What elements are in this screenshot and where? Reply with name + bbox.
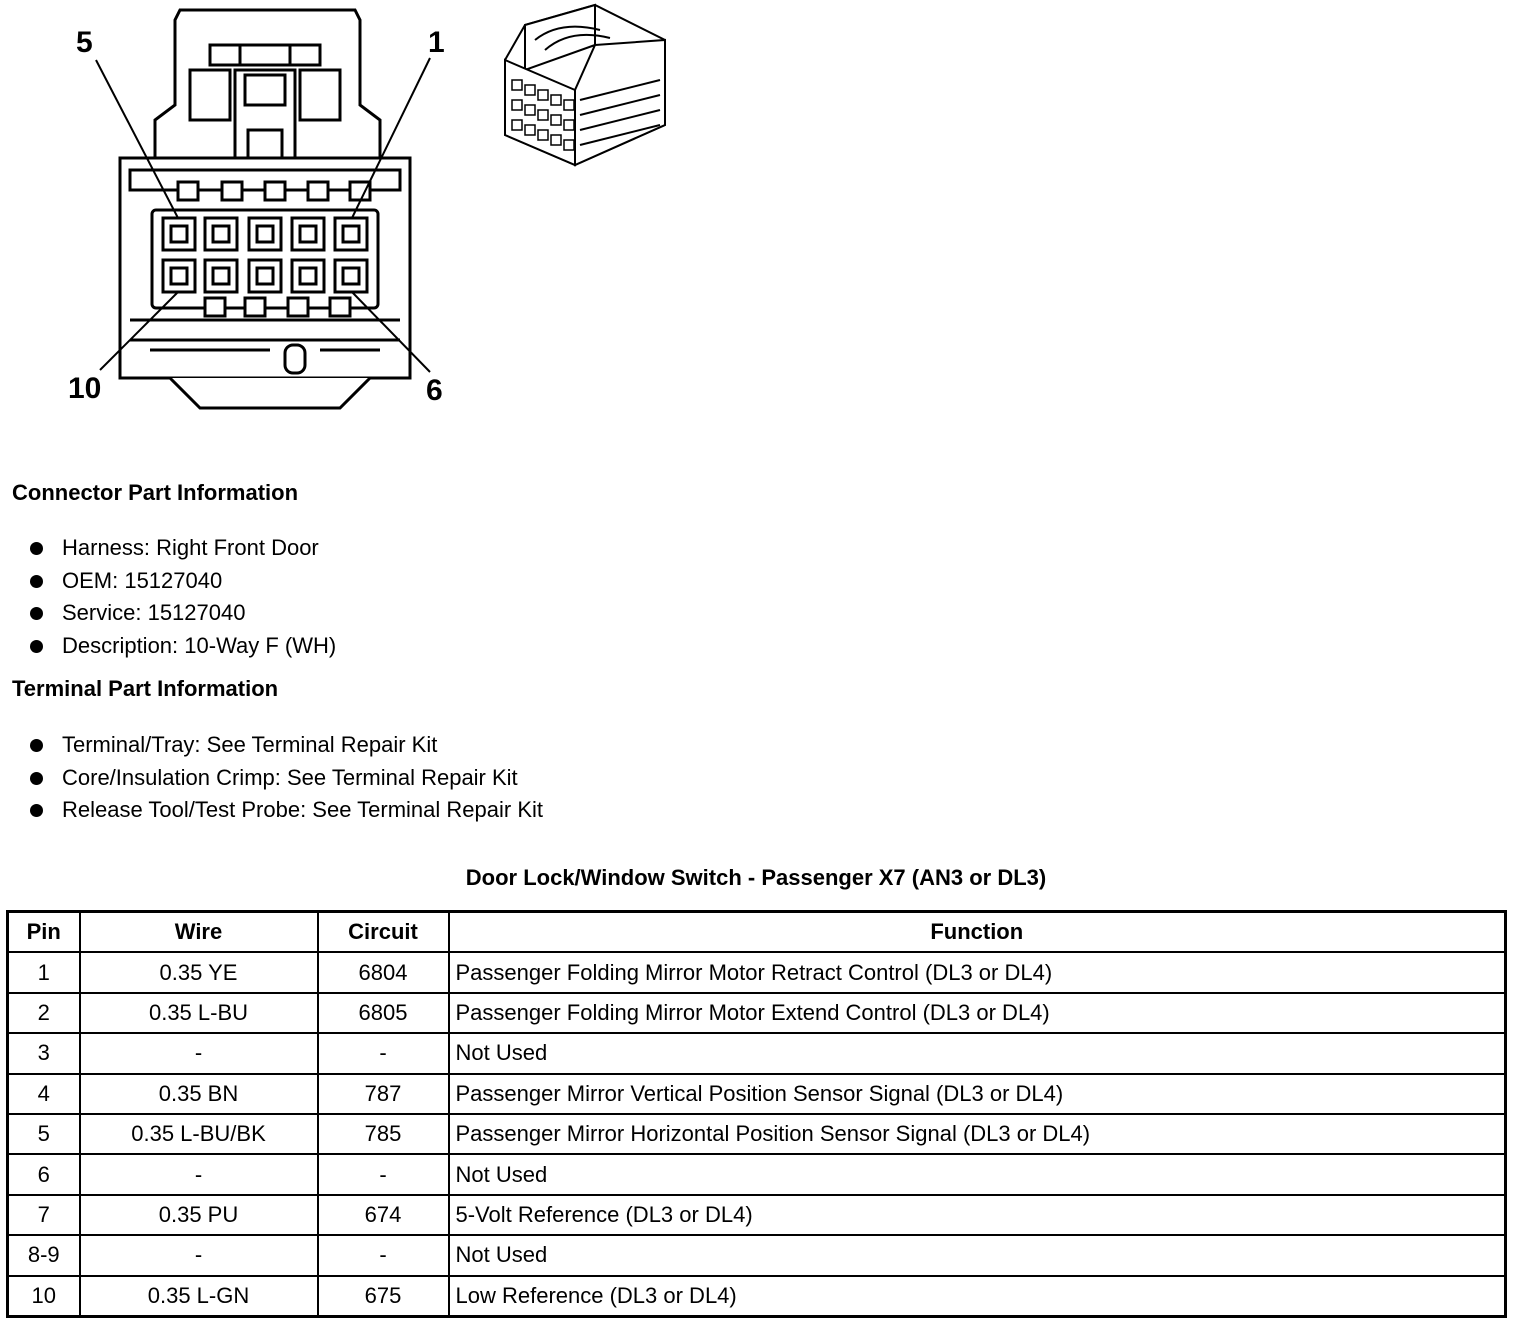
connector-face-drawing [120, 10, 410, 408]
pin-label-5: 5 [76, 26, 93, 59]
cell-pin: 8-9 [8, 1235, 80, 1275]
connector-part-list [28, 532, 336, 663]
cell-wire: 0.35 BN [80, 1074, 318, 1114]
pin-label-1: 1 [428, 26, 445, 59]
cell-function: Passenger Mirror Vertical Position Sensor Signal (DL3 or DL4) [449, 1074, 1506, 1114]
cell-pin: 5 [8, 1114, 80, 1154]
list-item: Release Tool/Test Probe: See Terminal Repair Kit [28, 794, 543, 827]
cell-function: Not Used [449, 1235, 1506, 1275]
cell-circuit: - [318, 1154, 449, 1194]
table-row [8, 1195, 1506, 1235]
cell-wire: 0.35 PU [80, 1195, 318, 1235]
cell-pin: 7 [8, 1195, 80, 1235]
cell-pin: 6 [8, 1154, 80, 1194]
cell-wire: - [80, 1033, 318, 1073]
table-row [8, 1074, 1506, 1114]
cell-wire: 0.35 YE [80, 952, 318, 992]
cell-circuit: 675 [318, 1276, 449, 1317]
cell-circuit: 787 [318, 1074, 449, 1114]
cell-function: 5-Volt Reference (DL3 or DL4) [449, 1195, 1506, 1235]
cell-wire: - [80, 1154, 318, 1194]
table-row [8, 1235, 1506, 1275]
terminal-part-list [28, 729, 543, 827]
cell-function: Passenger Folding Mirror Motor Extend Control (DL3 or DL4) [449, 993, 1506, 1033]
cell-circuit: 674 [318, 1195, 449, 1235]
cell-function: Passenger Mirror Horizontal Position Sensor Signal (DL3 or DL4) [449, 1114, 1506, 1154]
pinout-table [6, 910, 1507, 1318]
table-row [8, 993, 1506, 1033]
connector-diagram [0, 0, 700, 420]
cell-pin: 2 [8, 993, 80, 1033]
cell-wire: 0.35 L-BU/BK [80, 1114, 318, 1154]
terminal-part-heading: Terminal Part Information [12, 676, 279, 701]
cell-function: Low Reference (DL3 or DL4) [449, 1276, 1506, 1317]
header-pin: Pin [8, 912, 80, 953]
cell-pin: 1 [8, 952, 80, 992]
cell-circuit: - [318, 1033, 449, 1073]
cell-function: Not Used [449, 1154, 1506, 1194]
header-wire: Wire [80, 912, 318, 953]
list-item: Core/Insulation Crimp: See Terminal Repair Kit [28, 762, 543, 795]
cell-function: Passenger Folding Mirror Motor Retract Control (DL3 or DL4) [449, 952, 1506, 992]
connector-part-heading: Connector Part Information [12, 480, 299, 505]
table-row [8, 952, 1506, 992]
cell-circuit: 6804 [318, 952, 449, 992]
table-row [8, 1276, 1506, 1317]
cell-wire: 0.35 L-GN [80, 1276, 318, 1317]
cell-wire: - [80, 1235, 318, 1275]
header-function: Function [449, 912, 1506, 953]
cell-pin: 3 [8, 1033, 80, 1073]
cell-circuit: 6805 [318, 993, 449, 1033]
pin-label-10: 10 [68, 372, 102, 405]
list-item: Terminal/Tray: See Terminal Repair Kit [28, 729, 543, 762]
cell-circuit: - [318, 1235, 449, 1275]
cell-wire: 0.35 L-BU [80, 993, 318, 1033]
table-title: Door Lock/Window Switch - Passenger X7 (AN3 or DL3) [465, 865, 1047, 890]
cell-function: Not Used [449, 1033, 1506, 1073]
cell-pin: 10 [8, 1276, 80, 1317]
table-header-row [8, 912, 1506, 953]
cell-pin: 4 [8, 1074, 80, 1114]
table-row [8, 1114, 1506, 1154]
header-circuit: Circuit [318, 912, 449, 953]
list-item: Description: 10-Way F (WH) [28, 630, 336, 663]
cell-circuit: 785 [318, 1114, 449, 1154]
list-item: OEM: 15127040 [28, 565, 336, 598]
pin-label-6: 6 [426, 374, 443, 407]
list-item: Harness: Right Front Door [28, 532, 336, 565]
list-item: Service: 15127040 [28, 597, 336, 630]
table-row [8, 1154, 1506, 1194]
table-row [8, 1033, 1506, 1073]
